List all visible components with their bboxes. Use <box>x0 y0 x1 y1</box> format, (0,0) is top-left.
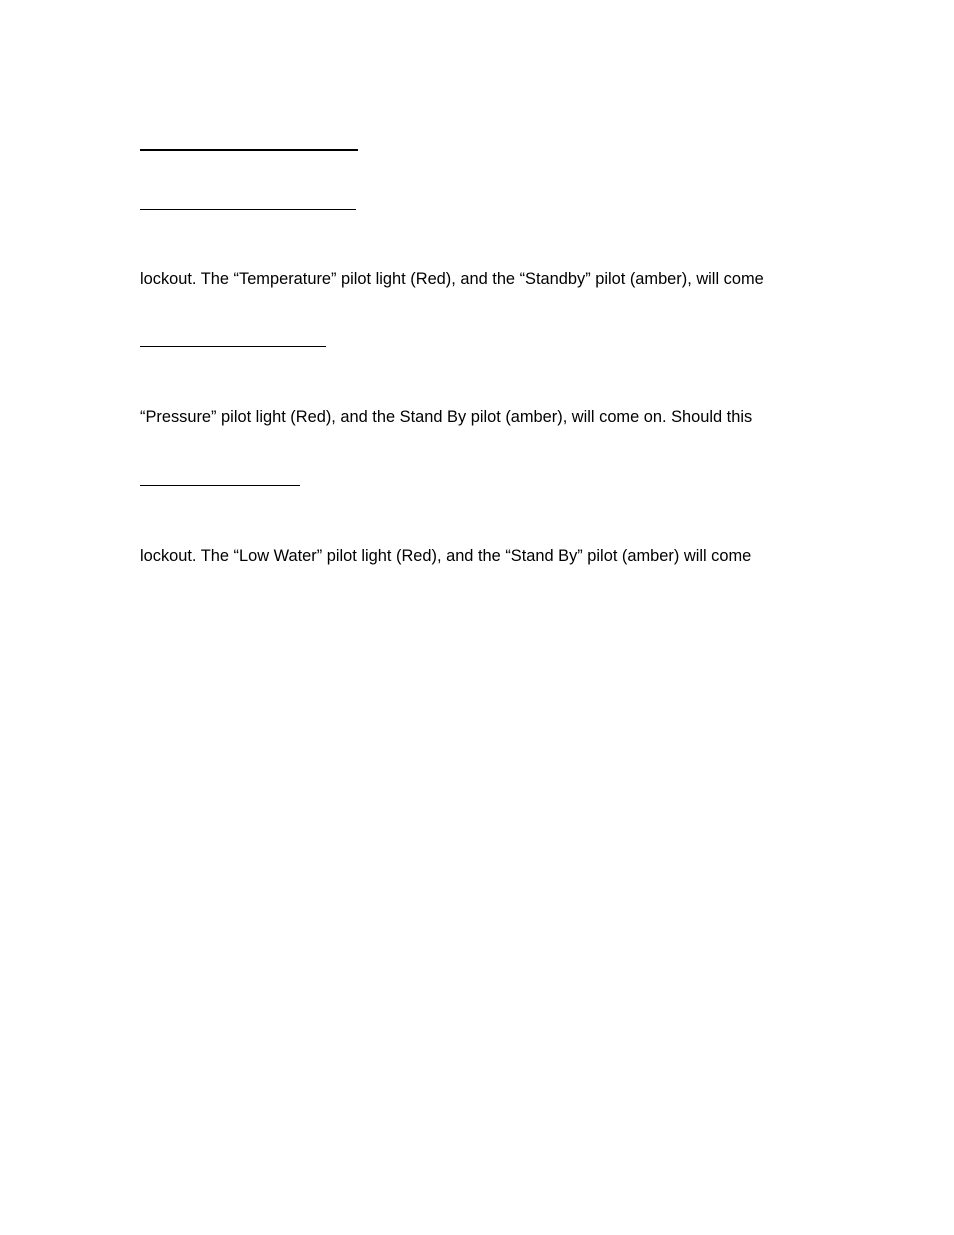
text-line-pressure-pilot: “Pressure” pilot light (Red), and the Stand By pilot (amber), will come on. Should this <box>140 408 753 426</box>
heading-underline-1 <box>140 149 358 151</box>
heading-underline-4 <box>140 485 300 486</box>
text-line-temperature-lockout: lockout. The “Temperature” pilot light (Red), and the “Standby” pilot (amber), will come <box>140 270 764 288</box>
heading-underline-2 <box>140 209 356 210</box>
heading-underline-3 <box>140 346 326 347</box>
text-line-low-water-lockout: lockout. The “Low Water” pilot light (Red), and the “Stand By” pilot (amber) will come <box>140 547 752 565</box>
